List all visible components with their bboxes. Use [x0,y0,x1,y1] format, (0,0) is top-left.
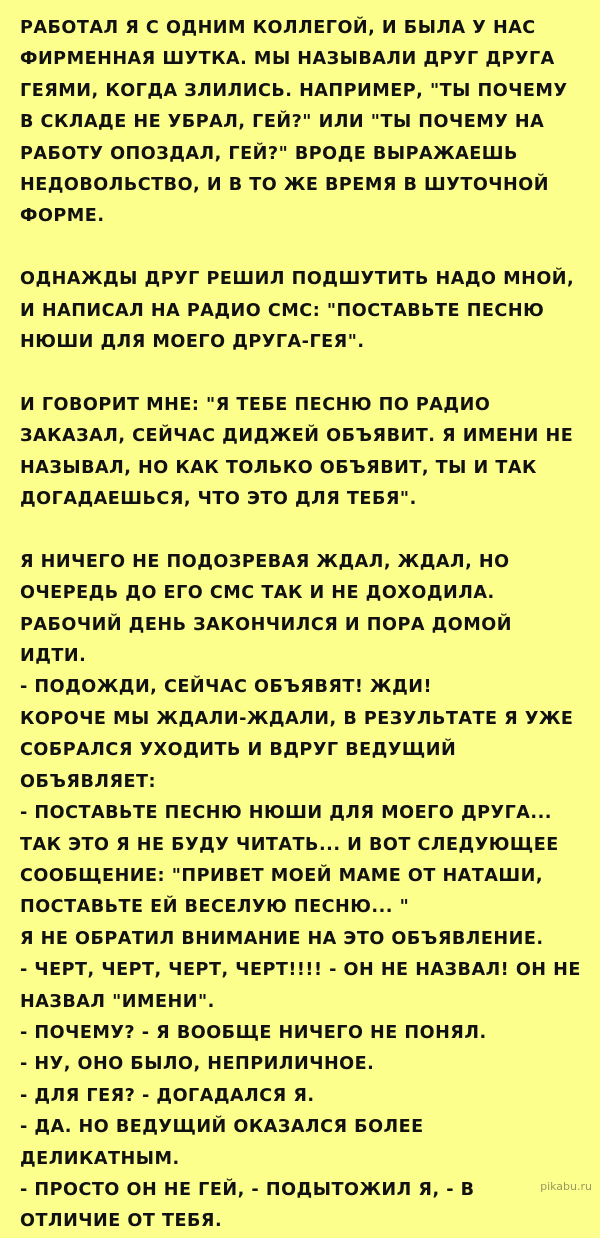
watermark: pikabu.ru [540,1180,592,1193]
story-line: - ДА. НО ВЕДУЩИЙ ОКАЗАЛСЯ БОЛЕЕ [20,1117,424,1138]
story-line: - ПРОСТО ОН НЕ ГЕЙ, - ПОДЫТОЖИЛ Я, - В [20,1179,475,1200]
story-line: ДЕЛИКАТНЫМ. [20,1148,180,1169]
story-line: НАЗВАЛ "ИМЕНИ". [20,991,215,1012]
paragraph-4 [20,547,588,1238]
story-line: ДОГАДАЕШЬСЯ, ЧТО ЭТО ДЛЯ ТЕБЯ". [20,489,417,510]
story-line: СООБЩЕНИЕ: "ПРИВЕТ МОЕЙ МАМЕ ОТ НАТАШИ, [20,865,544,886]
paragraph-1 [20,13,588,233]
story-line: ИДТИ. [20,646,87,667]
story-line: В СКЛАДЕ НЕ УБРАЛ, ГЕЙ?" ИЛИ "ТЫ ПОЧЕМУ НА [20,112,545,133]
story-line: НЮШИ ДЛЯ МОЕГО ДРУГА-ГЕЯ". [20,332,365,353]
paragraph-gap [20,515,588,546]
story-line: - НУ, ОНО БЫЛО, НЕПРИЛИЧНОЕ. [20,1054,375,1075]
story-line: РАБОТАЛ Я С ОДНИМ КОЛЛЕГОЙ, И БЫЛА У НАС [20,18,536,38]
story-line: ОДНАЖДЫ ДРУГ РЕШИЛ ПОДШУТИТЬ НАДО МНОЙ, [20,269,575,290]
story-line: ГЕЯМИ, КОГДА ЗЛИЛИСЬ. НАПРИМЕР, "ТЫ ПОЧЕМУ [20,80,568,101]
paragraph-2 [20,264,588,358]
story-line: ФИРМЕННАЯ ШУТКА. МЫ НАЗЫВАЛИ ДРУГ ДРУГА [20,49,555,70]
story-line: - ПОСТАВЬТЕ ПЕСНЮ НЮШИ ДЛЯ МОЕГО ДРУГА... [20,803,552,824]
story-line: РАБОТУ ОПОЗДАЛ, ГЕЙ?" ВРОДЕ ВЫРАЖАЕШЬ [20,143,518,164]
story-line: И ГОВОРИТ МНЕ: "Я ТЕБЕ ПЕСНЮ ПО РАДИО [20,394,491,415]
story-line: Я НЕ ОБРАТИЛ ВНИМАНИЕ НА ЭТО ОБЪЯВЛЕНИЕ. [20,928,544,949]
story-line: РАБОЧИЙ ДЕНЬ ЗАКОНЧИЛСЯ И ПОРА ДОМОЙ [20,614,512,635]
story-line: ОЧЕРЕДЬ ДО ЕГО СМС ТАК И НЕ ДОХОДИЛА. [20,583,495,604]
story-line: - ПОЧЕМУ? - Я ВООБЩЕ НИЧЕГО НЕ ПОНЯЛ. [20,1022,487,1043]
story-line: СОБРАЛСЯ УХОДИТЬ И ВДРУГ ВЕДУЩИЙ [20,740,457,761]
story-line: ФОРМЕ. [20,206,105,227]
paragraph-gap [20,233,588,264]
story-line: - ЧЕРТ, ЧЕРТ, ЧЕРТ, ЧЕРТ!!!! - ОН НЕ НАЗВАЛ! ОН НЕ [20,960,581,981]
story-line: И НАПИСАЛ НА РАДИО СМС: "ПОСТАВЬТЕ ПЕСНЮ [20,300,545,321]
story-line: КОРОЧЕ МЫ ЖДАЛИ-ЖДАЛИ, В РЕЗУЛЬТАТЕ Я УЖЕ [20,708,574,729]
story-text [20,13,588,1238]
story-line: ТАК ЭТО Я НЕ БУДУ ЧИТАТЬ... И ВОТ СЛЕДУЮЩЕЕ [20,834,559,855]
story-line: ПОСТАВЬТЕ ЕЙ ВЕСЕЛУЮ ПЕСНЮ... " [20,897,410,918]
story-line: - ПОДОЖДИ, СЕЙЧАС ОБЪЯВЯТ! ЖДИ! [20,677,433,698]
story-line: ОБЪЯВЛЯЕТ: [20,771,157,792]
story-line: Я НИЧЕГО НЕ ПОДОЗРЕВАЯ ЖДАЛ, ЖДАЛ, НО [20,551,510,572]
story-line: ОТЛИЧИЕ ОТ ТЕБЯ. [20,1211,223,1232]
story-line: НАЗЫВАЛ, НО КАК ТОЛЬКО ОБЪЯВИТ, ТЫ И ТАК [20,457,537,478]
paragraph-3 [20,390,588,516]
paragraph-gap [20,358,588,389]
story-line: НЕДОВОЛЬСТВО, И В ТО ЖЕ ВРЕМЯ В ШУТОЧНОЙ [20,175,549,196]
story-line: - ДЛЯ ГЕЯ? - ДОГАДАЛСЯ Я. [20,1085,315,1106]
story-line: ЗАКАЗАЛ, СЕЙЧАС ДИДЖЕЙ ОБЪЯВИТ. Я ИМЕНИ НЕ [20,426,574,447]
